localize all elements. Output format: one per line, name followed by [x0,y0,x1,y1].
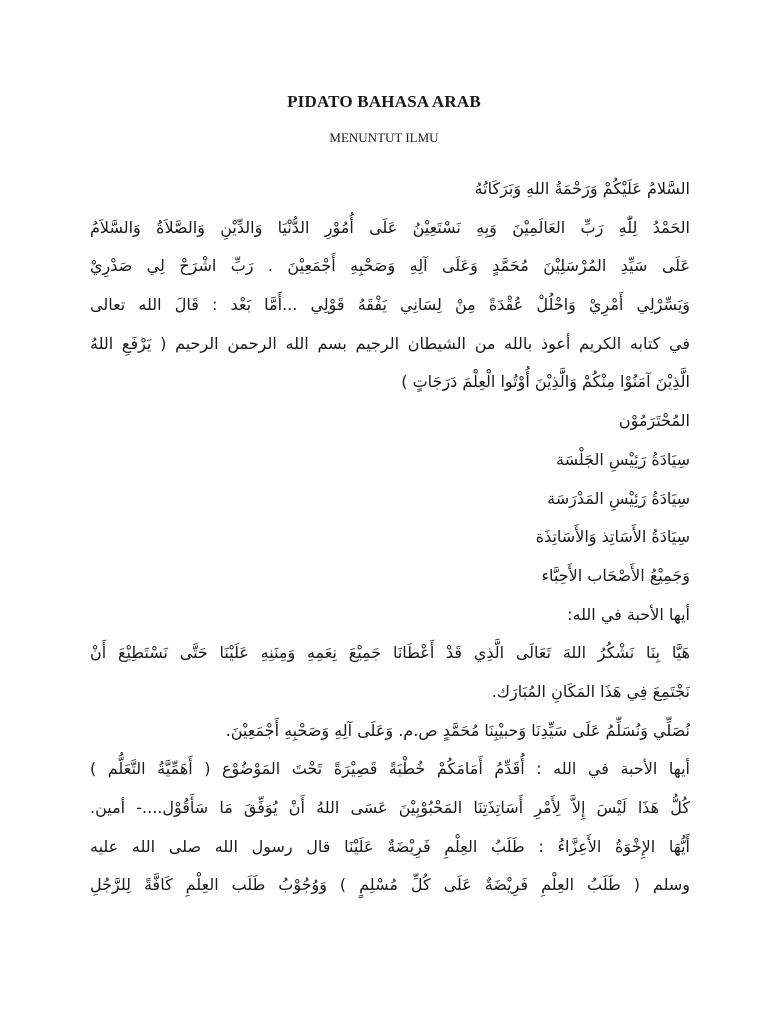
text-line: هَيَّا بِنَا نَشْكُرُ اللهَ تَعَالَى الَّذِي قَدْ أَعْطَانَا جَمِيْعَ نِعَمِهِ وَمِنَنِهِ عَلَيْنَا حَتَّى نَسْتَطِيْعَ أَنْ [90,643,690,663]
text-line: المُحْتَرَمُوْن [618,411,690,431]
text-line: نُصَلِّي وَنُسَلِّمُ عَلَى سَيِّدِنَا وَحبيْبِنَا مُحَمَّدٍ ص.م. وَعَلَى آلِهِ وَصَحْبِهِ أَجْمَعِيْنَ. [225,720,690,740]
text-line: عَلَى سَيِّدِ المُرْسَلِيْنَ مُحَمَّدٍ وَعَلَى آلِهِ وَصَحْبِهِ أَجْمَعِيْنَ . رَبِّ اشْرَحْ لِي صَدْرِيْ [90,256,690,276]
text-line: سِيَادَةُ رَئِيْسِ الجَلْسَة [556,449,690,469]
text-line: الَّذِيْنَ آمَنُوْا مِنْكُمْ وَالَّذِيْنَ أُوْتُوا الْعِلْمَ دَرَجَاتٍ ) [401,372,690,392]
page-subtitle: MENUNTUT ILMU [329,130,439,145]
text-line: أَيُّهَا الإِخْوَةُ الأَعِزَّاءُ : طَلَبُ العِلْمِ فَرِيْضَةٌ عَلَيْنَا قال رسول الله صلى الله عليه [90,836,690,856]
speech-body [90,170,690,905]
text-line: أيها الأحبة في الله: [567,604,690,624]
text-line: وسلم ( طَلَبُ العِلْمِ فَرِيْضَةٌ عَلَى كُلِّ مُسْلِمٍ ) وَوُجُوْبُ طَلَب العِلْمِ كَافَّةً لِلرَّجُلِ [90,875,690,895]
text-line: وَيَسِّرْلِي أَمْرِيْ وَاحْلُلْ عُقْدَةً مِنْ لِسَانِي يَفْقَهُ قَوْلِي ...أَمَّا بَعْد : قَالَ الله تعالى [90,295,690,315]
text-line: نَجْتَمِعَ فِي هَذَا المَكَانِ المُبَارَك. [491,681,690,701]
text-line: وَجَمِيْعُ الأَصْحَاب الأَحِبَّاء [541,565,690,585]
text-line: في كتابه الكريم أعوذ بالله من الشيطان الرجيم بسم الله الرحمن الرحيم ( يَرْفَعِ اللهُ [90,333,690,353]
page-title: PIDATO BAHASA ARAB [287,92,481,111]
text-line: سِيَادَةُ رَئِيْسِ المَدْرَسَة [547,488,690,508]
text-line: كُلُّ هَذَا لَيْسَ إِلاَّ لِأَمْرِ أَسَاتِذَتِنَا المَحْبُوْبِيْنَ عَسَى اللهُ أَنْ يُوَفِّقَ مَا سَأَقُوْل....- أمين. [90,798,690,817]
text-line: أيها الأحبة في الله : أُقَدِّمُ أَمَامَكُمْ خُطْبَةً قَصِيْرَةً تَحْتَ المَوْضُوْع ( أَهَمِّيَّةُ التَّعَلُّم ) [90,759,690,779]
text-line: سِيَادَةُ الأَسَاتِذ وَالأَسَاتِذَة [535,527,690,547]
text-line: الحَمْدُ لِلّٰهِ رَبِّ العَالَمِيْنَ وَبِهِ نَسْتَعِيْنُ عَلَى أُمُوْرِ الدُّنْيَا وَالدِّيْنِ وَالصَّلاَةُ وَالسَّلاَمُ [90,217,690,237]
text-line: السَّلامُ عَلَيْكُمْ وَرَحْمَةُ اللهِ وَبَرَكَاتُهُ [474,179,690,198]
